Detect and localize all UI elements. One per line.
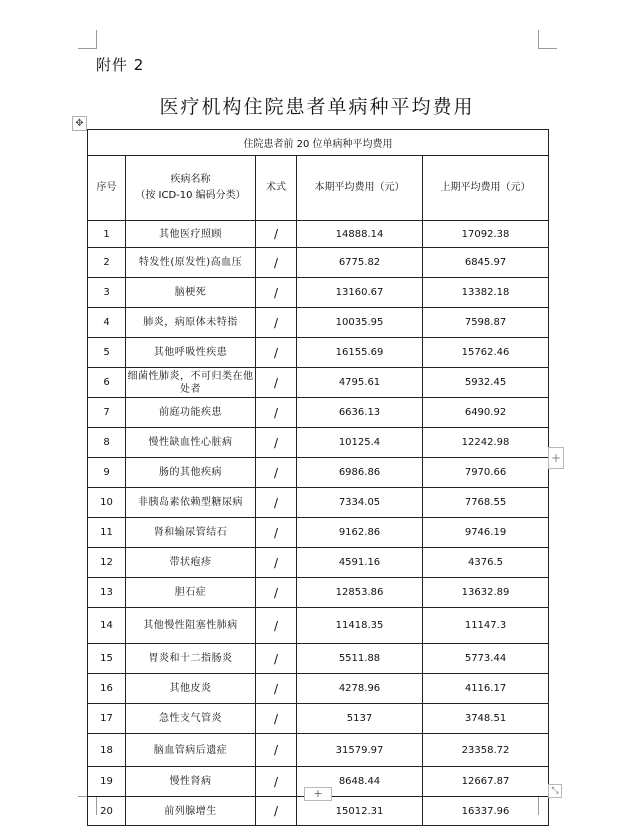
cell-seq: 20 (88, 797, 126, 826)
cell-name: 脑血管病后遗症 (126, 734, 256, 767)
header-surgery: 术式 (256, 156, 297, 221)
cell-current: 11418.35 (297, 608, 423, 644)
cell-name: 其他慢性阻塞性肺病 (126, 608, 256, 644)
cell-previous: 9746.19 (423, 518, 549, 548)
cell-previous: 23358.72 (423, 734, 549, 767)
cell-seq: 15 (88, 644, 126, 674)
cell-name: 脑梗死 (126, 278, 256, 308)
cell-current: 15012.31 (297, 797, 423, 826)
cell-previous: 7768.55 (423, 488, 549, 518)
cell-current: 16155.69 (297, 338, 423, 368)
cell-surgery: / (256, 368, 297, 398)
cell-surgery: / (256, 644, 297, 674)
table-row (88, 308, 549, 338)
cell-current: 13160.67 (297, 278, 423, 308)
table-header-row (88, 156, 549, 221)
document-title: 医疗机构住院患者单病种平均费用 (159, 96, 475, 118)
cell-name: 其他呼吸性疾患 (126, 338, 256, 368)
cell-previous: 6490.92 (423, 398, 549, 428)
cell-name: 前列腺增生 (126, 797, 256, 826)
table-move-icon[interactable]: ✥ (72, 116, 87, 131)
cell-name: 带状疱疹 (126, 548, 256, 578)
header-disease-name-line2: （按 ICD-10 编码分类） (135, 190, 246, 201)
cell-seq: 12 (88, 548, 126, 578)
cell-surgery: / (256, 248, 297, 278)
cell-current: 8648.44 (297, 767, 423, 797)
cell-current: 31579.97 (297, 734, 423, 767)
cell-seq: 3 (88, 278, 126, 308)
header-seq: 序号 (88, 156, 126, 221)
cell-name: 其他医疗照顾 (126, 221, 256, 248)
cell-seq: 14 (88, 608, 126, 644)
table-row (88, 704, 549, 734)
table-row (88, 578, 549, 608)
cell-previous: 13632.89 (423, 578, 549, 608)
cell-current: 6775.82 (297, 248, 423, 278)
cell-current: 4278.96 (297, 674, 423, 704)
table-row (88, 368, 549, 398)
table-row (88, 248, 549, 278)
cell-name: 细菌性肺炎，不可归类在他处者 (126, 368, 256, 398)
add-row-icon[interactable]: + (304, 787, 332, 801)
cell-seq: 7 (88, 398, 126, 428)
cell-previous: 16337.96 (423, 797, 549, 826)
cell-name: 非胰岛素依赖型糖尿病 (126, 488, 256, 518)
table-row (88, 428, 549, 458)
header-disease-name-line1: 疾病名称 (170, 174, 211, 185)
table-resize-icon[interactable]: ⤡ (548, 784, 562, 798)
cell-surgery: / (256, 518, 297, 548)
cell-seq: 11 (88, 518, 126, 548)
table-row (88, 278, 549, 308)
cell-name: 特发性(原发性)高血压 (126, 248, 256, 278)
table-row (88, 398, 549, 428)
table-caption: 住院患者前 20 位单病种平均费用 (88, 130, 549, 156)
cell-seq: 1 (88, 221, 126, 248)
cell-name: 胃炎和十二指肠炎 (126, 644, 256, 674)
cell-seq: 6 (88, 368, 126, 398)
cell-surgery: / (256, 308, 297, 338)
cell-current: 6986.86 (297, 458, 423, 488)
cell-previous: 11147.3 (423, 608, 549, 644)
cell-seq: 10 (88, 488, 126, 518)
cell-surgery: / (256, 488, 297, 518)
cell-current: 6636.13 (297, 398, 423, 428)
cell-name: 慢性缺血性心脏病 (126, 428, 256, 458)
cell-seq: 18 (88, 734, 126, 767)
cell-previous: 13382.18 (423, 278, 549, 308)
cell-previous: 4376.5 (423, 548, 549, 578)
cell-seq: 2 (88, 248, 126, 278)
table-row (88, 644, 549, 674)
table-row (88, 338, 549, 368)
header-current-fee: 本期平均费用（元） (297, 156, 423, 221)
cell-previous: 7598.87 (423, 308, 549, 338)
cell-seq: 8 (88, 428, 126, 458)
attachment-label: 附件 2 (96, 56, 145, 74)
cell-previous: 17092.38 (423, 221, 549, 248)
cell-previous: 5932.45 (423, 368, 549, 398)
fee-table (87, 129, 549, 826)
cell-seq: 17 (88, 704, 126, 734)
cell-name: 慢性肾病 (126, 767, 256, 797)
cell-surgery: / (256, 608, 297, 644)
cell-current: 4795.61 (297, 368, 423, 398)
cell-surgery: / (256, 674, 297, 704)
cell-name: 肾和输尿管结石 (126, 518, 256, 548)
cell-surgery: / (256, 221, 297, 248)
cell-seq: 16 (88, 674, 126, 704)
cell-current: 10125.4 (297, 428, 423, 458)
header-previous-fee: 上期平均费用（元） (423, 156, 549, 221)
cell-name: 其他皮炎 (126, 674, 256, 704)
header-disease-name (126, 156, 256, 221)
cell-surgery: / (256, 458, 297, 488)
cell-previous: 12667.87 (423, 767, 549, 797)
cell-surgery: / (256, 338, 297, 368)
table-row (88, 221, 549, 248)
cell-seq: 13 (88, 578, 126, 608)
cell-current: 12853.86 (297, 578, 423, 608)
table-row (88, 548, 549, 578)
table-row (88, 674, 549, 704)
cell-seq: 9 (88, 458, 126, 488)
cell-surgery: / (256, 278, 297, 308)
cell-previous: 6845.97 (423, 248, 549, 278)
cell-current: 14888.14 (297, 221, 423, 248)
cell-previous: 4116.17 (423, 674, 549, 704)
cell-previous: 12242.98 (423, 428, 549, 458)
cell-previous: 3748.51 (423, 704, 549, 734)
cell-current: 4591.16 (297, 548, 423, 578)
table-caption-row (88, 130, 549, 156)
table-row (88, 734, 549, 767)
cell-surgery: / (256, 734, 297, 767)
cell-name: 前庭功能疾患 (126, 398, 256, 428)
table-row (88, 488, 549, 518)
table-row (88, 458, 549, 488)
cell-current: 7334.05 (297, 488, 423, 518)
cell-seq: 19 (88, 767, 126, 797)
table-row (88, 518, 549, 548)
cell-current: 5511.88 (297, 644, 423, 674)
cell-surgery: / (256, 797, 297, 826)
cell-surgery: / (256, 767, 297, 797)
cell-current: 5137 (297, 704, 423, 734)
cell-name: 肺炎，病原体未特指 (126, 308, 256, 338)
cell-seq: 4 (88, 308, 126, 338)
cell-name: 肠的其他疾病 (126, 458, 256, 488)
cell-name: 急性支气管炎 (126, 704, 256, 734)
cell-seq: 5 (88, 338, 126, 368)
cell-current: 10035.95 (297, 308, 423, 338)
cell-current: 9162.86 (297, 518, 423, 548)
add-column-icon[interactable]: + (548, 447, 564, 469)
cell-name: 胆石症 (126, 578, 256, 608)
cell-previous: 15762.46 (423, 338, 549, 368)
cell-surgery: / (256, 398, 297, 428)
page-corner-mark-top-right (538, 30, 557, 49)
cell-surgery: / (256, 428, 297, 458)
page-corner-mark-top-left (78, 30, 97, 49)
cell-previous: 5773.44 (423, 644, 549, 674)
cell-surgery: / (256, 578, 297, 608)
cell-previous: 7970.66 (423, 458, 549, 488)
cell-surgery: / (256, 548, 297, 578)
table-row (88, 608, 549, 644)
cell-surgery: / (256, 704, 297, 734)
